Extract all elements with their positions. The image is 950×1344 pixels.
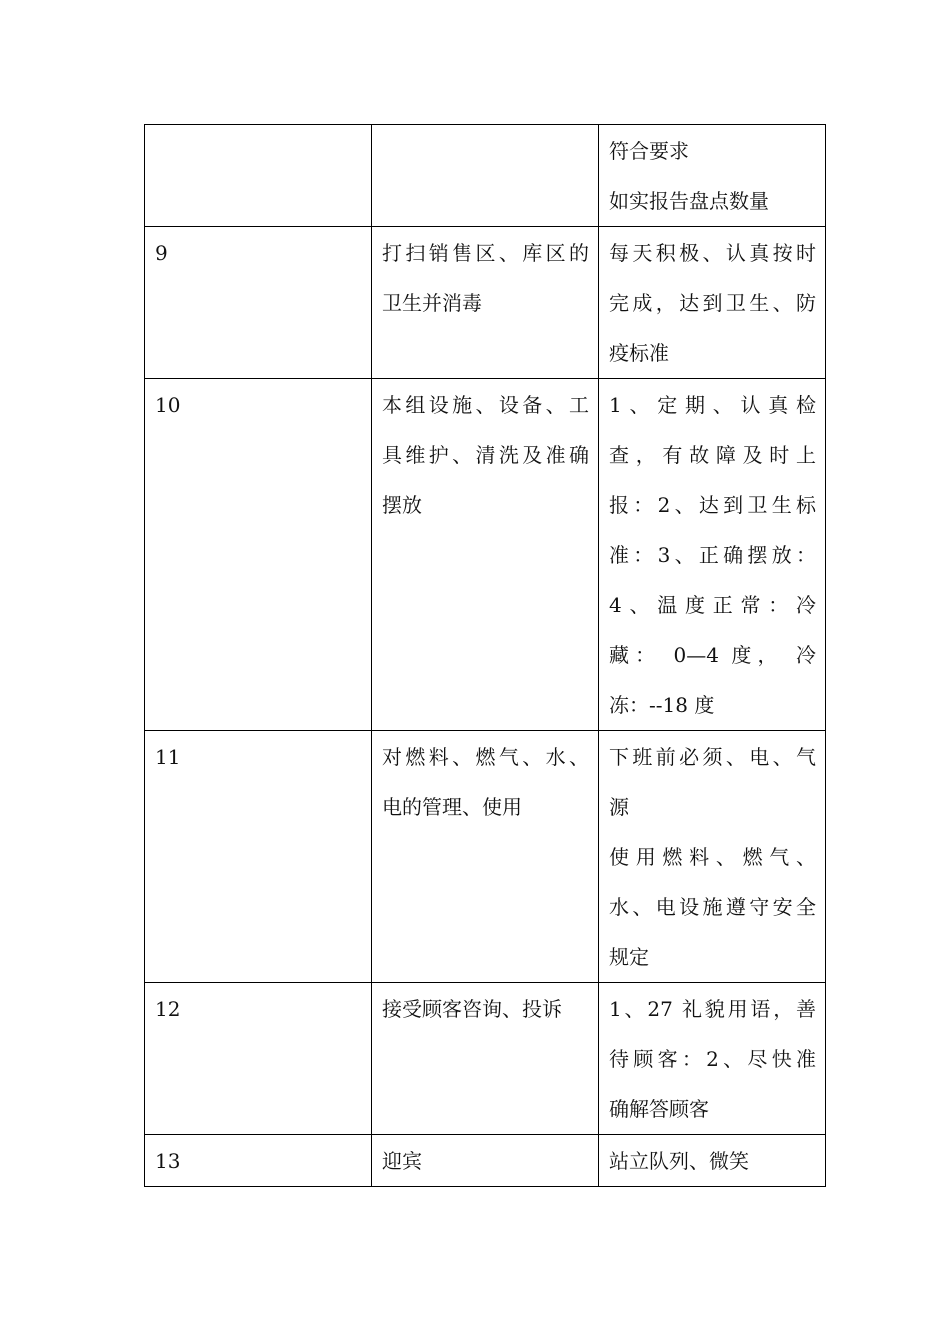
standard-line: 1、定期、认真检 — [609, 393, 816, 417]
table-row — [145, 125, 826, 227]
item-line: 接受顾客咨询、投诉 — [382, 997, 562, 1021]
standard-line: 待顾客：2、尽快准 — [609, 1047, 816, 1071]
number-cell — [145, 379, 372, 731]
standard-line: 使用燃料、燃气、 — [609, 845, 816, 869]
item-cell — [372, 983, 599, 1135]
row-number: 13 — [155, 1149, 181, 1173]
standard-line: 准：3、正确摆放： — [609, 543, 816, 567]
standard-cell — [599, 983, 826, 1135]
item-line: 卫生并消毒 — [382, 291, 482, 315]
item-cell — [372, 731, 599, 983]
number-cell — [145, 1135, 372, 1187]
standard-cell — [599, 125, 826, 227]
standard-cell — [599, 227, 826, 379]
standard-line: 确解答顾客 — [609, 1097, 709, 1121]
number-cell — [145, 983, 372, 1135]
number-cell — [145, 731, 372, 983]
row-number: 11 — [155, 745, 181, 769]
standard-line: 规定 — [609, 945, 649, 969]
standard-cell — [599, 731, 826, 983]
table-row — [145, 731, 826, 983]
row-number — [155, 126, 362, 176]
standard-line: 冻：--18 度 — [609, 693, 715, 717]
standard-line: 站立队列、微笑 — [609, 1149, 749, 1173]
number-cell — [145, 227, 372, 379]
standard-line: 完成，达到卫生、防 — [609, 291, 816, 315]
table-row — [145, 379, 826, 731]
duties-table-body — [145, 125, 826, 1187]
table-row — [145, 983, 826, 1135]
table-row — [145, 1135, 826, 1187]
standard-line: 1、27 礼貌用语，善 — [609, 997, 816, 1021]
standard-line: 如实报告盘点数量 — [609, 189, 769, 213]
number-cell — [145, 125, 372, 227]
standard-cell — [599, 1135, 826, 1187]
item-line: 打扫销售区、库区的 — [382, 241, 589, 265]
standard-line: 查，有故障及时上 — [609, 443, 816, 467]
item-line: 电的管理、使用 — [382, 795, 522, 819]
table-row — [145, 227, 826, 379]
standard-line: 4、温度正常：冷 — [609, 593, 816, 617]
standard-line: 疫标准 — [609, 341, 669, 365]
standard-line: 符合要求 — [609, 139, 689, 163]
row-number: 9 — [155, 241, 168, 265]
standard-line: 水、电设施遵守安全 — [609, 895, 816, 919]
item-line: 对燃料、燃气、水、 — [382, 745, 589, 769]
standard-line: 报：2、达到卫生标 — [609, 493, 816, 517]
row-number: 10 — [155, 393, 181, 417]
standard-line: 源 — [609, 795, 629, 819]
standard-line: 每天积极、认真按时 — [609, 241, 816, 265]
item-cell — [372, 379, 599, 731]
item-line: 本组设施、设备、工 — [382, 393, 589, 417]
item-cell — [372, 125, 599, 227]
standard-line: 下班前必须、电、气 — [609, 745, 816, 769]
item-line: 摆放 — [382, 493, 422, 517]
duties-table — [144, 124, 826, 1187]
item-cell — [372, 1135, 599, 1187]
row-number: 12 — [155, 997, 181, 1021]
standard-line: 藏： 0—4 度， 冷 — [609, 643, 816, 667]
standard-cell — [599, 379, 826, 731]
item-cell — [372, 227, 599, 379]
item-line: 迎宾 — [382, 1149, 422, 1173]
item-line: 具维护、清洗及准确 — [382, 443, 589, 467]
